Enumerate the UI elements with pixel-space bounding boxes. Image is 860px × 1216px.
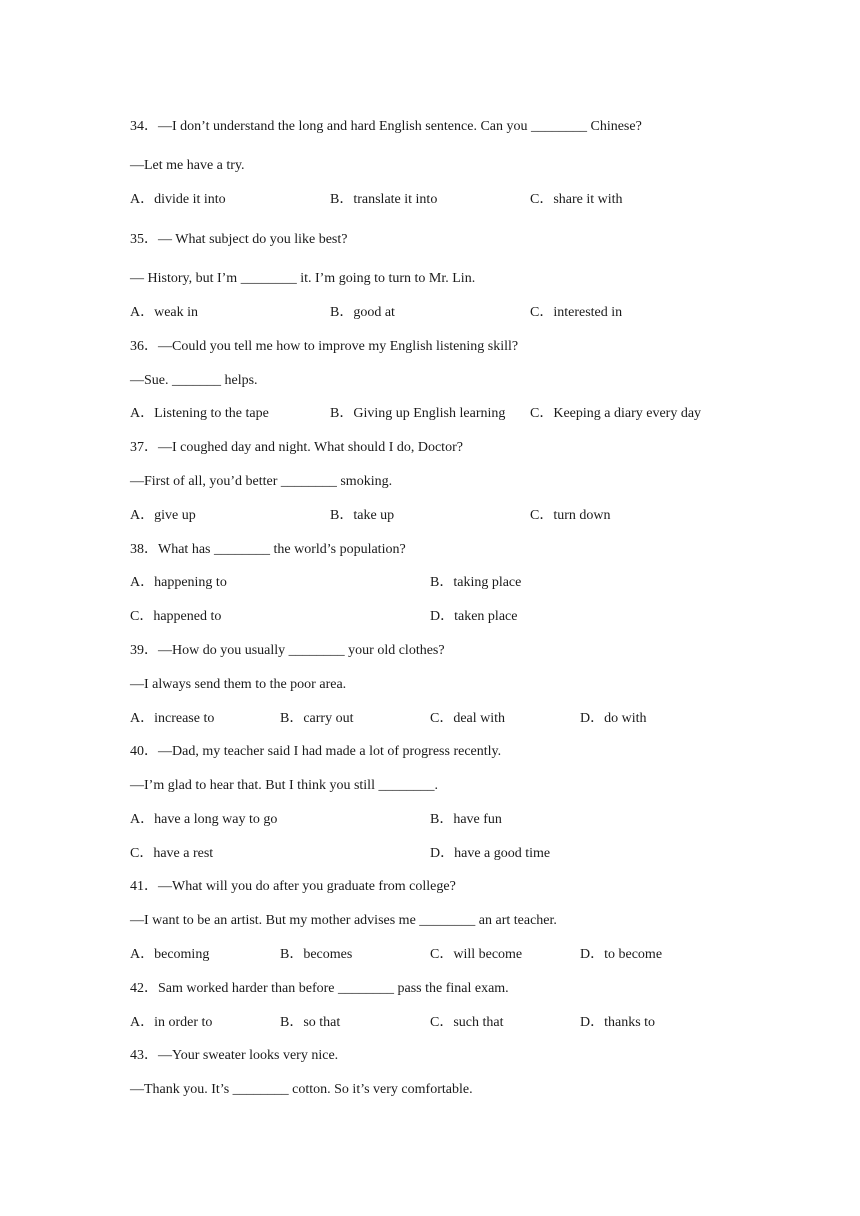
question-38-option-d: D．taken place [430, 609, 518, 624]
question-43-stem: 43．—Your sweater looks very nice. [130, 1048, 339, 1063]
question-34-stem: 34．—I don’t understand the long and hard English sentence. Can you ________ Chinese? [130, 119, 642, 134]
question-35-option-b: B．good at [330, 305, 395, 320]
question-35-option-a: A．weak in [130, 305, 199, 320]
question-38-option-b: B．taking place [430, 575, 522, 590]
question-39-option-d: D．do with [580, 711, 647, 726]
question-38-stem: 38．What has ________ the world’s population? [130, 542, 406, 557]
question-37-option-c: C．turn down [530, 508, 611, 523]
question-36-option-c: C．Keeping a diary every day [530, 406, 702, 421]
question-42-option-c: C．such that [430, 1015, 504, 1030]
question-39-stem: 39．—How do you usually ________ your old clothes? [130, 643, 445, 658]
question-37-stem: 37．—I coughed day and night. What should I do, Doctor? [130, 440, 463, 455]
question-41-option-d: D．to become [580, 947, 663, 962]
question-41-stem: 41．—What will you do after you graduate from college? [130, 879, 456, 894]
question-36-reply: —Sue. _______ helps. [130, 373, 258, 388]
question-37-option-a: A．give up [130, 508, 196, 523]
question-34-option-a: A．divide it into [130, 192, 226, 207]
question-40-option-a: A．have a long way to go [130, 812, 278, 827]
question-35-option-c: C．interested in [530, 305, 623, 320]
question-41-reply: —I want to be an artist. But my mother advises me ________ an art teacher. [130, 913, 557, 928]
question-39-option-c: C．deal with [430, 711, 506, 726]
question-41-option-c: C．will become [430, 947, 523, 962]
question-40-option-b: B．have fun [430, 812, 502, 827]
question-35-stem: 35．— What subject do you like best? [130, 232, 348, 247]
question-36-option-a: A．Listening to the tape [130, 406, 269, 421]
question-36-stem: 36．—Could you tell me how to improve my English listening skill? [130, 339, 519, 354]
question-42-option-a: A．in order to [130, 1015, 213, 1030]
question-39-reply: —I always send them to the poor area. [130, 677, 347, 692]
question-38-option-c: C．happened to [130, 609, 222, 624]
question-34-option-c: C．share it with [530, 192, 623, 207]
question-37-reply: —First of all, you’d better ________ smoking. [130, 474, 393, 489]
question-38-option-a: A．happening to [130, 575, 227, 590]
question-40-option-c: C．have a rest [130, 846, 214, 861]
question-40-stem: 40．—Dad, my teacher said I had made a lot of progress recently. [130, 744, 502, 759]
question-42-option-d: D．thanks to [580, 1015, 656, 1030]
question-35-reply: — History, but I’m ________ it. I’m going to turn to Mr. Lin. [130, 271, 476, 286]
question-39-option-a: A．increase to [130, 711, 215, 726]
question-42-option-b: B．so that [280, 1015, 341, 1030]
question-40-reply: —I’m glad to hear that. But I think you still ________. [130, 778, 438, 793]
question-41-option-a: A．becoming [130, 947, 210, 962]
question-36-option-b: B．Giving up English learning [330, 406, 506, 421]
question-40-option-d: D．have a good time [430, 846, 551, 861]
question-37-option-b: B．take up [330, 508, 395, 523]
question-34-option-b: B．translate it into [330, 192, 438, 207]
question-42-stem: 42．Sam worked harder than before ________ pass the final exam. [130, 981, 509, 996]
question-39-option-b: B．carry out [280, 711, 354, 726]
question-34-reply: —Let me have a try. [130, 158, 245, 173]
question-43-reply: —Thank you. It’s ________ cotton. So it’s very comfortable. [130, 1082, 473, 1097]
question-41-option-b: B．becomes [280, 947, 353, 962]
